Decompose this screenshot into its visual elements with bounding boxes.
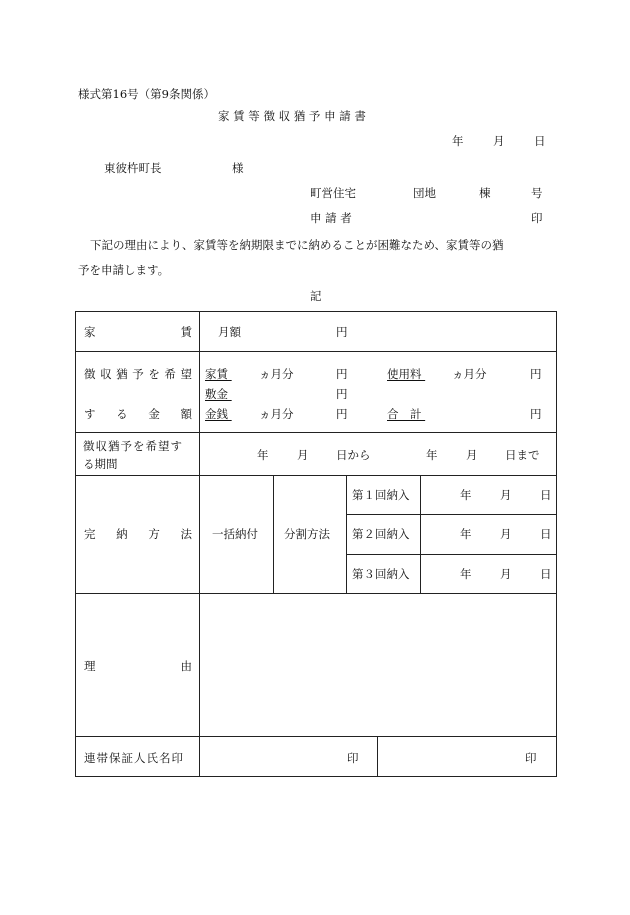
document-title: 家 賃 等 徴 収 猶 予 申 請 書 bbox=[218, 109, 366, 123]
rent-label: 家 賃 bbox=[84, 325, 192, 339]
date-day: 日 bbox=[534, 134, 546, 148]
period-from-year: 年 bbox=[257, 448, 269, 462]
installment-3-day: 日 bbox=[540, 567, 552, 581]
amount-usage-fee-line: 使用料 ヵ月分 円 bbox=[387, 367, 542, 381]
installment-1-label: 第１回納入 bbox=[352, 488, 410, 502]
reason-label: 理 由 bbox=[84, 659, 192, 673]
lump-sum-label: 一括納付 bbox=[212, 527, 258, 541]
installment-1-month: 月 bbox=[500, 488, 512, 502]
installment-1-day: 日 bbox=[540, 488, 552, 502]
amount-label-line2: す る 金 額 bbox=[84, 407, 192, 421]
installment-2-day: 日 bbox=[540, 527, 552, 541]
rent-monthly-label: 月額 bbox=[218, 325, 241, 339]
payment-method-label: 完 納 方 法 bbox=[84, 527, 192, 541]
form-number: 様式第16号（第9条関係） bbox=[78, 87, 215, 101]
recipient-honorific: 様 bbox=[232, 161, 244, 175]
amount-label-line1: 徴 収 猶 予 を 希 望 bbox=[84, 367, 192, 381]
recipient-name: 東彼杵町長 bbox=[104, 161, 162, 175]
body-text-line1: 下記の理由により、家賃等を納期限までに納めることが困難なため、家賃等の猶 bbox=[90, 238, 504, 252]
applicant-label: 申 請 者 bbox=[310, 211, 352, 225]
installment-3-year: 年 bbox=[460, 567, 472, 581]
period-to-month: 月 bbox=[466, 448, 478, 462]
installment-1-year: 年 bbox=[460, 488, 472, 502]
amount-money-line: 金銭 ヵ月分 円 bbox=[205, 407, 348, 421]
ki-label: 記 bbox=[310, 289, 322, 303]
complex-label: 団地 bbox=[413, 186, 436, 200]
period-to-year: 年 bbox=[426, 448, 438, 462]
guarantor-seal-2: 印 bbox=[525, 751, 537, 765]
amount-deposit-line: 敷金 円 bbox=[205, 387, 348, 401]
period-label-line2: る期間 bbox=[83, 457, 118, 471]
date-year: 年 bbox=[452, 134, 464, 148]
installment-label: 分割方法 bbox=[284, 527, 330, 541]
installment-2-month: 月 bbox=[500, 527, 512, 541]
installment-2-label: 第２回納入 bbox=[352, 527, 410, 541]
body-text-line2: 予を申請します。 bbox=[78, 263, 170, 277]
installment-2-year: 年 bbox=[460, 527, 472, 541]
date-month: 月 bbox=[493, 134, 505, 148]
rent-yen: 円 bbox=[336, 325, 348, 339]
amount-total-line: 合 計 円 bbox=[387, 407, 542, 421]
building-label: 棟 bbox=[479, 186, 491, 200]
guarantor-label: 連帯保証人氏名印 bbox=[84, 751, 184, 765]
period-label-line1: 徴収猶予を希望す bbox=[83, 439, 183, 453]
period-from-day: 日から bbox=[336, 448, 371, 462]
installment-3-month: 月 bbox=[500, 567, 512, 581]
installment-3-label: 第３回納入 bbox=[352, 567, 410, 581]
applicant-seal: 印 bbox=[531, 211, 543, 225]
amount-rent-line: 家賃 ヵ月分 円 bbox=[205, 367, 348, 381]
period-from-month: 月 bbox=[297, 448, 309, 462]
reason-field[interactable] bbox=[202, 597, 552, 733]
housing-label: 町営住宅 bbox=[310, 186, 356, 200]
guarantor-seal-1: 印 bbox=[347, 751, 359, 765]
number-label: 号 bbox=[531, 186, 543, 200]
period-to-day: 日まで bbox=[505, 448, 540, 462]
